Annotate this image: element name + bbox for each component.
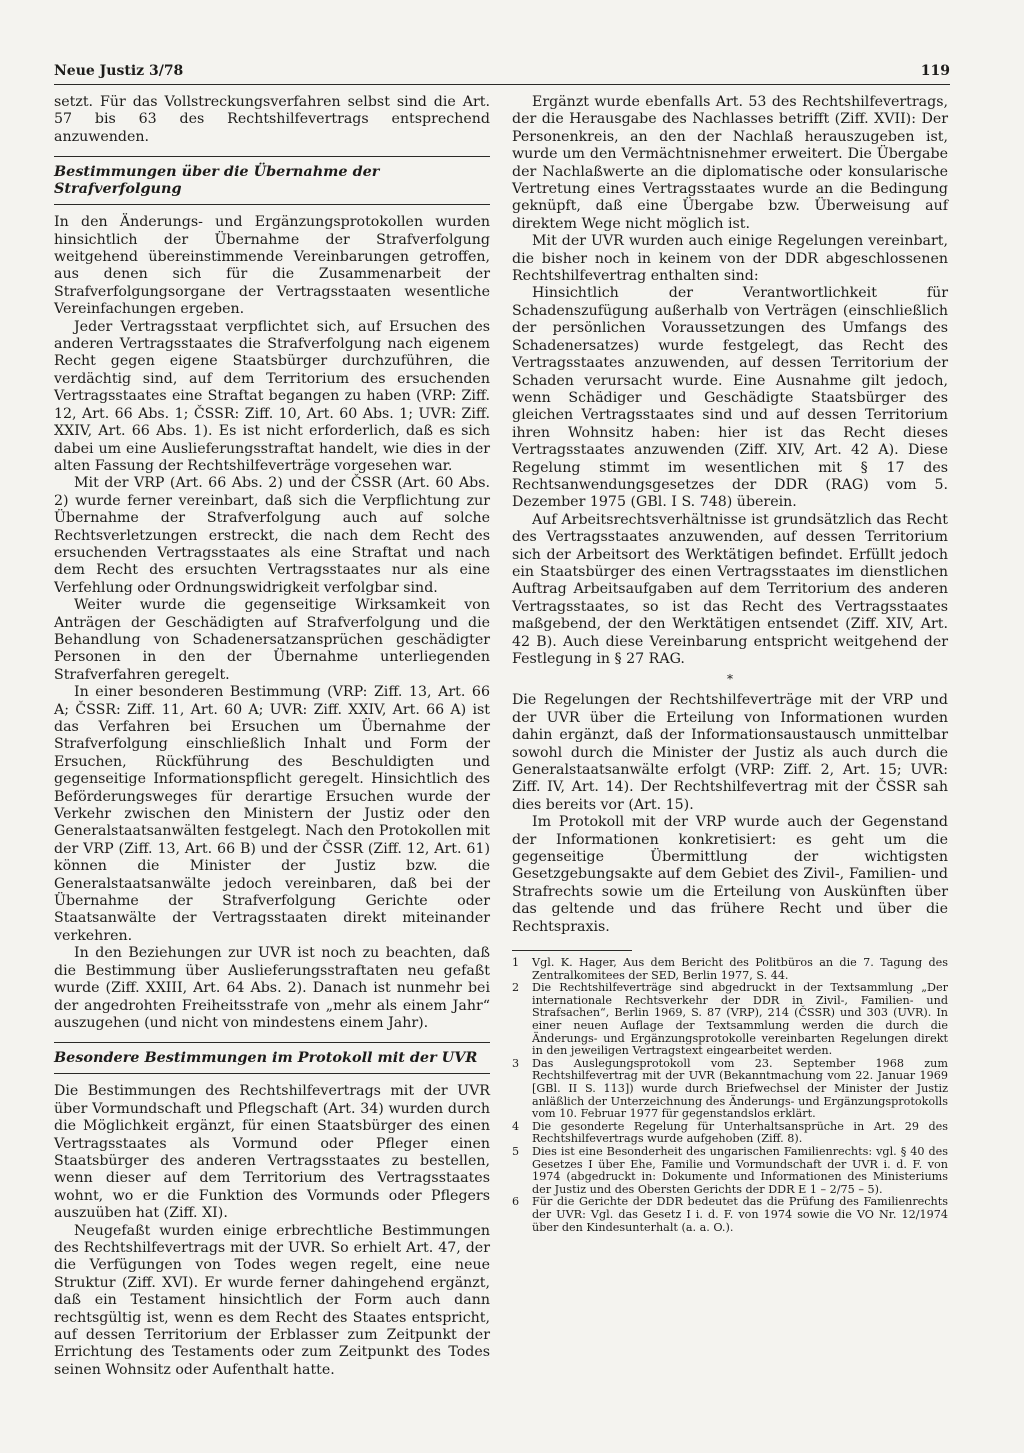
paragraph: Jeder Vertragsstaat verpflichtet sich, auf Ersuchen des anderen Vertragsstaates die Strafverfolgung nach eigenem Recht gegen eigene Staatsbürger durchzuführen, die verdächtig sind, auf dem Territorium des ersuchenden Vertragsstaates eine Straftat begangen zu haben (VRP: Ziff. 12, Art. 66 Abs. 1; ČSSR: Ziff. 10, Art. 60 Abs. 1; UVR: Ziff. XXIV, Art. 66 Abs. 1). Es ist nicht erforderlich, daß es sich dabei um eine Auslieferungsstraftat handelt, wie dies in der alten Fassung der Rechtshilfeverträge vorgesehen war. [54, 318, 490, 474]
footnote-text: Dies ist eine Besonderheit des ungarischen Familienrechts: vgl. § 40 des Gesetzes I über Ehe, Familie und Vormundschaft der UVR i. d. F. von 1974 (abgedruckt in: Dokumente und Informationen des Ministeriums der Justiz und des Obersten Gerichts der DDR E 1 – 2/75 – 5). [532, 1145, 948, 1196]
footnote-text: Die gesonderte Regelung für Unterhaltsansprüche in Art. 29 des Rechtshilfevertrags wurde aufgehoben (Ziff. 8). [532, 1119, 948, 1146]
paragraph: In den Beziehungen zur UVR ist noch zu beachten, daß die Bestimmung über Auslieferungsstraftaten neu gefaßt wurde (Ziff. XXIII, Art. 64 Abs. 2). Danach ist nunmehr bei der angedrohten Freiheitsstrafe von „mehr als einem Jahr“ auszugehen (und nicht von mindestens einem Jahr). [54, 945, 490, 1031]
paragraph: In einer besonderen Bestimmung (VRP: Ziff. 13, Art. 66 A; ČSSR: Ziff. 11, Art. 60 A; UVR: Ziff. XXIV, Art. 66 A) ist das Verfahren bei Ersuchen um Übernahme der Strafverfolgung einschließlich Inhalt und Form der Ersuchen, Rückführung des Beschuldigten und gegenseitige Informationspflicht geregelt. Hinsichtlich des Beförderungsweges für derartige Ersuchen wurde der Verkehr zwischen den Ministern der Justiz oder den Generalstaatsanwälten festgelegt. Nach den Protokollen mit der VRP (Ziff. 13, Art. 66 B) und der ČSSR (Ziff. 12, Art. 61) können die Minister der Justiz bzw. die Generalstaatsanwälte jedoch vereinbaren, daß bei der Übernahme der Strafverfolgung Gerichte oder Staatsanwälte der Vertragsstaaten direkt miteinander verkehren. [54, 684, 490, 944]
paragraph: Weiter wurde die gegenseitige Wirksamkeit von Anträgen der Geschädigten auf Strafverfolgung und die Behandlung von Schadenersatzansprüchen geschädigter Personen in den der Übernahme unterliegenden Strafverfahren geregelt. [54, 597, 490, 683]
paragraph: Mit der VRP (Art. 66 Abs. 2) und der ČSSR (Art. 60 Abs. 2) wurde ferner vereinbart, daß sich die Verpflichtung zur Übernahme der Strafverfolgung auch auf solche Rechtsverletzungen erstreckt, die nach dem Recht des ersuchenden Vertragsstaates als eine Straftat und nach dem Recht des ersuchten Vertragsstaates nur als eine Verfehlung oder Ordnungswidrigkeit verfolgbar sind. [54, 475, 490, 596]
section-heading: Bestimmungen über die Übernahme der Strafverfolgung [54, 163, 380, 198]
footnote [512, 982, 948, 1058]
section-heading-block [54, 1042, 490, 1074]
paragraph: Mit der UVR wurden auch einige Regelungen vereinbart, die bisher noch in keinem von der DDR abgeschlossenen Rechtshilfevertrag enthalten sind: [512, 233, 948, 285]
page-header [54, 62, 950, 85]
footnote-number: 2 [512, 981, 520, 995]
footnote-text: Das Auslegungsprotokoll vom 23. September 1968 zum Rechtshilfevertrag mit der UVR (Bekanntmachung vom 22. Januar 1969 [GBl. II S. 113]) wurde durch Briefwechsel der Minister der Justiz anläßlich der Unterzeichnung des Änderungs- und Ergänzungsprotokolls vom 10. Februar 1977 für gegenstandslos erklärt. [532, 1056, 948, 1121]
paragraph: Ergänzt wurde ebenfalls Art. 53 des Rechtshilfevertrags, der die Herausgabe des Nachlasses betrifft (Ziff. XVII): Der Personenkreis, an den der Nachlaß herauszugeben ist, wurde um den Vermächtnisnehmer erweitert. Die Übergabe der Nachlaßwerte an die diplomatische oder konsularische Vertretung eines Vertragsstaates wurde an die Bedingung geknüpft, daß eine Übergabe bzw. Überweisung auf direktem Wege nicht möglich ist. [512, 94, 948, 232]
footnotes [512, 957, 948, 1234]
footnote-number: 5 [512, 1145, 520, 1158]
paragraph: Hinsichtlich der Verantwortlichkeit für Schadenszufügung außerhalb von Verträgen (einschließlich der persönlichen Voraussetzungen des Umfangs des Schadenersatzes) wurde festgelegt, das Recht des Vertragsstaates anzuwenden, auf dessen Territorium der Schaden verursacht wurde. Eine Ausnahme gilt jedoch, wenn Schädiger und Geschädigte Staatsbürger des gleichen Vertragsstaates sind und auf dessen Territorium ihren Wohnsitz haben: hier ist das Recht dieses Vertragsstaates anzuwenden (Ziff. XIV, Art. 42 A). Diese Regelung stimmt im wesentlichen mit § 17 des Rechtsanwendungsgesetzes der DDR (RAG) vom 5. Dezember 1975 (GBl. I S. 748) überein. [512, 285, 948, 511]
section-separator: * [727, 672, 733, 687]
left-column [54, 94, 490, 1379]
footnote-number: 4 [512, 1119, 520, 1133]
footnote-text: Vgl. K. Hager, Aus dem Bericht des Politbüros an die 7. Tagung des Zentralkomitees der SED, Berlin 1977, S. 44. [532, 956, 948, 982]
section-heading: Besondere Bestimmungen im Protokoll mit der UVR [54, 1049, 478, 1067]
paragraph: setzt. Für das Vollstreckungsverfahren selbst sind die Art. 57 bis 63 des Rechtshilfevertrags entsprechend anzuwenden. [54, 94, 490, 145]
footnote [512, 1146, 948, 1196]
paragraph: Die Regelungen der Rechtshilfeverträge mit der VRP und der UVR über die Erteilung von Informationen wurden dahin ergänzt, daß der Informationsaustausch unmittelbar sowohl durch die Minister der Justiz als auch durch die Generalstaatsanwälte erfolgt (VRP: Ziff. 2, Art. 15; UVR: Ziff. IV, Art. 14). Der Rechtshilfevertrag mit der ČSSR sah dies bereits vor (Art. 15). [512, 692, 948, 813]
footnote [512, 1121, 948, 1146]
footnote [512, 1196, 948, 1234]
footnote [512, 957, 948, 982]
paragraph: Neugefaßt wurden einige erbrechtliche Bestimmungen des Rechtshilfevertrags mit der UVR. So erhielt Art. 47, der die Verfügungen von Todes wegen regelt, eine neue Struktur (Ziff. XVI). Er wurde ferner dahingehend ergänzt, daß ein Testament hinsichtlich der Form auch dann rechtsgültig ist, wenn es dem Recht des Staates entspricht, auf dessen Territorium der Erblasser zum Zeitpunkt der Errichtung des Testaments oder zum Zeitpunkt des Todes seinen Wohnsitz oder Aufenthalt hatte. [54, 1222, 490, 1378]
paragraph: Auf Arbeitsrechtsverhältnisse ist grundsätzlich das Recht des Vertragsstaates anzuwenden, auf dessen Territorium sich der Arbeitsort des Werktätigen befindet. Erfüllt jedoch ein Staatsbürger des einen Vertragsstaates im dienstlichen Auftrag Arbeitsaufgaben auf dem Territorium des anderen Vertragsstaates, so ist das Recht des Vertragsstaates maßgebend, der den Werktätigen entsendet (Ziff. XIV, Art. 42 B). Auch diese Vereinbarung entspricht weitgehend der Festlegung in § 27 RAG. [512, 511, 948, 667]
right-column [512, 94, 948, 1234]
paragraph: In den Änderungs- und Ergänzungsprotokollen wurden hinsichtlich der Übernahme der Strafverfolgung weitgehend übereinstimmende Vereinbarungen getroffen, aus denen sich für die Zusammenarbeit der Strafverfolgungsorgane der Vertragsstaaten wesentliche Vereinfachungen ergeben. [54, 214, 490, 318]
footnote-number: 1 [512, 956, 520, 970]
footnote-number: 3 [512, 1056, 520, 1070]
footnote [512, 1058, 948, 1121]
footnote-text: Für die Gerichte der DDR bedeutet das die Prüfung des Familienrechts der UVR: Vgl. das Gesetz I i. d. F. von 1974 sowie die VO Nr. 12/1974 über den Kindesunterhalt (a. a. O.). [532, 1195, 948, 1234]
footnote-divider [512, 950, 632, 951]
paragraph: Im Protokoll mit der VRP wurde auch der Gegenstand der Informationen konkretisiert: es geht um die gegenseitige Übermittlung der wichtigsten Gesetzgebungsakte auf dem Gebiet des Zivil-, Familien- und Strafrechts sowie um die Erteilung von Auskünften über das geltende und das frühere Recht und über die Rechtspraxis. [512, 814, 948, 935]
journal-title: Neue Justiz 3/78 [54, 63, 184, 79]
paragraph: Die Bestimmungen des Rechtshilfevertrags mit der UVR über Vormundschaft und Pflegschaft (Art. 34) wurden durch die Möglichkeit ergänzt, für einen Staatsbürger des einen Vertragsstaates als Vormund oder Pfleger einen Staatsbürger des anderen Vertragsstaates zu bestellen, wenn dieser auf dem Territorium des Vertragsstaates wohnt, wo er die Funktion des Vormunds oder Pflegers auszuüben hat (Ziff. XI). [54, 1083, 490, 1222]
section-heading-block [54, 156, 490, 205]
footnote-text: Die Rechtshilfeverträge sind abgedruckt in der Textsammlung „Der internationale Rechtsverkehr der DDR in Zivil-, Familien- und Strafsachen“, Berlin 1969, S. 87 (VRP), 214 (ČSSR) und 303 (UVR). In einer neuen Auflage der Textsammlung werden die durch die Änderungs- und Ergänzungsprotokolle vereinbarten Regelungen direkt in den jeweiligen Vertragstext eingearbeitet werden. [532, 981, 948, 1058]
page-number: 119 [920, 63, 950, 79]
footnote-number: 6 [512, 1195, 520, 1209]
